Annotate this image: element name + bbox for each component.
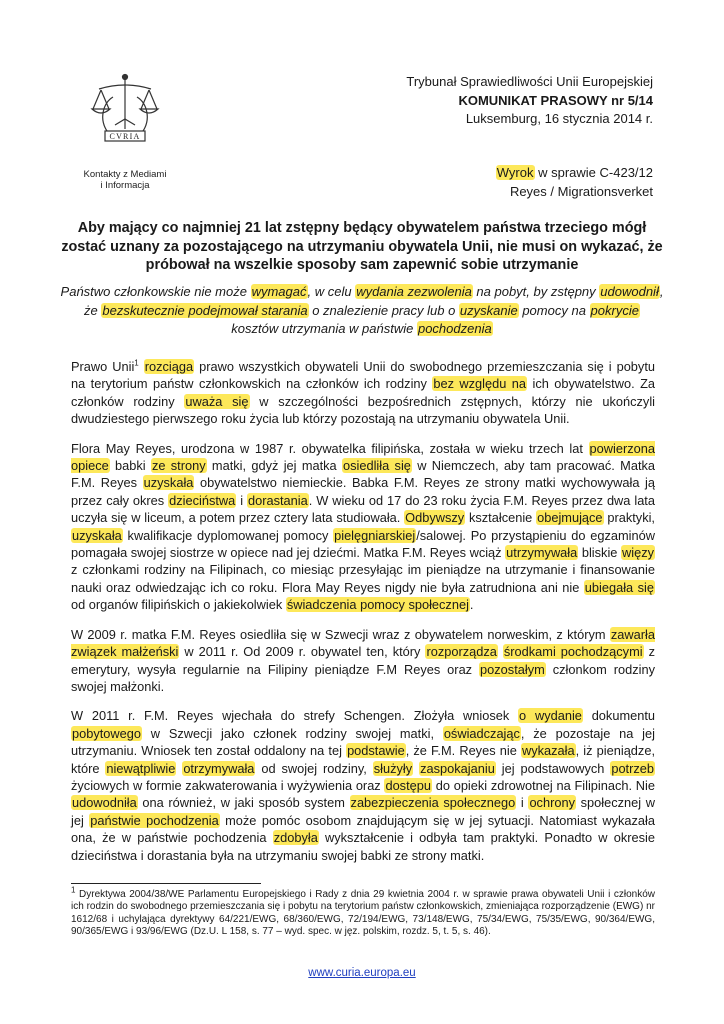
text-run: kosztów utrzymania w państwie xyxy=(231,321,417,336)
highlighted-phrase: zabezpieczenia społecznego xyxy=(350,795,516,811)
subheadline xyxy=(60,283,664,339)
case-judgment-word: Wyrok xyxy=(496,165,534,180)
headline: Aby mający co najmniej 21 lat zstępny będący obywatelem państwa trzeciego mógł zostać uznany za pozostającego na utrzymaniu obywatela Unii, nie musi on wykazać, że próbował na wszelkie sposoby sam zapewnić sobie utrzymanie xyxy=(61,220,663,273)
highlighted-phrase: środkami pochodzącymi xyxy=(503,644,643,660)
curia-website-link[interactable]: www.curia.europa.eu xyxy=(308,967,416,979)
text-run: z emerytury, wysyła regularnie na Filipiny pieniądze F.M Reyes oraz xyxy=(71,644,655,677)
text-run: życiowych w formie zakwaterowania i wyżywienia oraz xyxy=(71,777,385,793)
highlighted-phrase: więzy xyxy=(622,545,654,561)
text-run: ich obywatelstwo. Za członków rodziny xyxy=(71,376,655,409)
masthead xyxy=(406,73,653,129)
text-run: , że F.M. Reyes nie xyxy=(405,743,521,759)
court-name: Trybunał Sprawiedliwości Unii Europejskiej xyxy=(406,74,653,89)
highlighted-phrase: ochrony xyxy=(529,795,575,811)
highlighted-phrase: uzyskała xyxy=(143,475,194,491)
highlighted-phrase: utrzymywała xyxy=(506,545,578,561)
highlighted-phrase: wymagać xyxy=(251,284,307,299)
text-run: w 2011 r. Od 2009 r. obywatel ten, który xyxy=(179,644,426,660)
text-run: w Niemczech, aby tam pracować. Matka F.M. Reyes xyxy=(71,458,656,491)
text-run: o znalezienie pracy lub o xyxy=(308,302,459,318)
text-run: Flora May Reyes, urodzona w 1987 r. obywatelka filipińska, została w wieku trzech lat xyxy=(71,440,589,456)
case-reference xyxy=(496,164,653,201)
text-run: Prawo Unii xyxy=(71,359,135,374)
logo-caption-line2: i Informacja xyxy=(100,180,150,191)
highlighted-phrase: ze strony xyxy=(151,458,206,474)
highlighted-phrase: państwie pochodzenia xyxy=(90,812,219,828)
highlighted-phrase: pochodzenia xyxy=(417,321,492,336)
highlighted-phrase: obejmujące xyxy=(537,510,603,526)
text-run: Państwo członkowskie nie może xyxy=(60,284,251,299)
highlighted-phrase: pozostałym xyxy=(480,661,545,677)
text-run: W 2009 r. matka F.M. Reyes osiedliła się w Szwecji wraz z obywatelem norweskim, z którym xyxy=(71,626,610,642)
text-run: jej podstawowych xyxy=(495,760,611,776)
highlighted-phrase: dzieciństwa xyxy=(169,492,236,508)
highlighted-phrase: dorastania xyxy=(247,492,308,508)
highlighted-phrase: udowodnił xyxy=(600,284,659,299)
highlighted-phrase: wydania zezwolenia xyxy=(356,284,472,299)
text-run: ona również, w jaki sposób system xyxy=(137,795,350,811)
highlighted-phrase: służyły xyxy=(373,760,413,776)
text-run: /salowej. Po przystąpieniu do egzaminów pomagała swojej siostrze w opiece nad jej dziećmi. Matka F.M. Reyes wciąż xyxy=(71,527,655,561)
text-run: na pobyt, by zstępny xyxy=(472,284,600,299)
highlighted-phrase: uważa się xyxy=(185,393,249,409)
highlighted-phrase: ubiegała się xyxy=(584,579,654,595)
highlighted-phrase: podstawie xyxy=(347,743,405,759)
highlighted-phrase: rozporządza xyxy=(426,644,497,660)
highlighted-phrase: potrzeb xyxy=(611,760,655,776)
text-run: , w celu xyxy=(307,284,356,299)
text-run: wykształcenie i odbyła tam praktyki. Ponadto w okresie dzieciństwa i dorastania była na utrzymaniu swojej babki ze strony matki. xyxy=(71,830,655,863)
body-text xyxy=(71,358,655,876)
text-run: od organów filipińskich o jakiekolwiek xyxy=(71,597,286,613)
text-run: kwalifikacje dyplomowanej pomocy xyxy=(122,527,334,543)
highlighted-phrase: zawarła związek małżeński xyxy=(71,626,655,660)
highlighted-phrase: oświadczając xyxy=(443,725,520,741)
text-run: , iż pieniądze, które xyxy=(71,743,655,776)
case-number: w sprawie C-423/12 xyxy=(534,165,653,180)
text-run: . W wieku od 17 do 23 roku życia F.M. Reyes przez dwa lata uczyła się w liceum, a potem przez cztery lata studiowała. xyxy=(71,492,655,526)
highlighted-phrase: uzyskanie xyxy=(459,302,518,318)
highlighted-phrase: powierzona opiece xyxy=(71,440,655,474)
highlighted-phrase: zaspokajaniu xyxy=(420,760,495,776)
scales-of-justice-icon xyxy=(89,73,161,155)
text-run: społecznej w jej xyxy=(71,795,655,828)
footnote-divider xyxy=(71,883,261,884)
text-run: babki xyxy=(109,458,151,474)
curia-logo xyxy=(83,73,167,191)
highlighted-phrase: niewątpliwie xyxy=(106,760,176,776)
highlighted-phrase: Odbywszy xyxy=(405,510,465,526)
text-run: obywatelstwo niemieckie. Babka F.M. Reyes ze strony matki wychowywała ją przez cały okres xyxy=(71,475,655,508)
text-run: . xyxy=(469,597,474,613)
highlighted-phrase: pielęgniarskiej xyxy=(334,527,416,543)
highlighted-phrase: pobytowego xyxy=(72,725,142,741)
text-run: z członkami rodziny na Filipinach, co miesiąc przesyłając im pieniądze na utrzymanie i finansowanie nauki oraz odwiedzając ich co roku. Flora May Reyes nigdy nie była zatrudniona ani nie xyxy=(71,562,655,595)
text-run xyxy=(139,359,144,374)
highlighted-phrase: bezskutecznie podejmował starania xyxy=(102,302,308,318)
highlighted-phrase: zdobyła xyxy=(273,830,318,846)
paragraph-3 xyxy=(71,626,655,696)
text-run: prawo wszystkich obywateli Unii do swobodnego przemieszczania się i pobytu na terytorium państw członkowskich na członków ich rodziny xyxy=(71,359,656,392)
text-run: i xyxy=(516,795,529,811)
text-run: w Szwecji jako członek rodziny swojej matki, xyxy=(142,725,443,741)
text-run: W 2011 r. F.M. Reyes wjechała do strefy Schengen. Złożyła wniosek xyxy=(71,708,519,724)
text-run: , że pozostaje na jej utrzymaniu. Wniosek ten został oddalony na tej xyxy=(71,725,655,759)
place-date: Luksemburg, 16 stycznia 2014 r. xyxy=(465,111,653,126)
text-run: bliskie xyxy=(578,545,621,561)
footnote-ref: 1 xyxy=(134,358,139,368)
text-run: , że xyxy=(84,284,664,318)
highlighted-phrase: bez względu na xyxy=(433,376,527,392)
highlighted-phrase: dostępu xyxy=(385,777,431,793)
logo-caption-line1: Kontakty z Mediami xyxy=(83,169,167,180)
highlighted-phrase: rozciąga xyxy=(144,359,194,374)
footnote-text: Dyrektywa 2004/38/WE Parlamentu Europejskiego i Rady z dnia 29 kwietnia 2004 r. w sprawie prawa obywateli Unii i członków ich rodzin do swobodnego przemieszczania się i pobytu na terytorium państw członkowskich, zmieniająca rozporządzenie (EWG) nr 1612/68 i uchylająca dyrektywy 64/221/EWG, 68/360/EWG, 72/194/EWG, 73/148/EWG, 75/34/EWG, 75/35/EWG, 90/364/EWG, 90/365/EWG i 93/96/EWG (Dz.U. L 158, s. 77 – wyd. spec. w jęz. polskim, rozdz. 5, t. 5, s. 46). xyxy=(71,889,655,937)
highlighted-phrase: osiedliła się xyxy=(343,458,411,474)
footnote xyxy=(71,885,655,938)
text-run: dokumentu xyxy=(582,708,656,724)
logo-wordmark: CVRIA xyxy=(109,132,141,141)
highlighted-phrase: o wydanie xyxy=(519,708,582,724)
footnote-number: 1 xyxy=(71,885,76,895)
text-run: do opieki zdrowotnej na Filipinach. Nie xyxy=(432,777,655,793)
paragraph-4 xyxy=(71,707,655,864)
paragraph-1 xyxy=(71,358,655,428)
text-run: może pomóc osobom znajdującym się w jej sytuacji. Natomiast wykazała ona, że w państwie pochodzenia xyxy=(71,812,656,846)
paragraph-2 xyxy=(71,440,655,614)
highlighted-phrase: otrzymywała xyxy=(183,760,255,776)
highlighted-phrase: pokrycie xyxy=(590,302,639,318)
case-parties: Reyes / Migrationsverket xyxy=(509,183,653,199)
highlighted-phrase: udowodniła xyxy=(72,795,137,811)
text-run: i xyxy=(236,492,247,508)
text-run: kształcenie xyxy=(465,510,537,526)
text-run: od swojej rodziny, xyxy=(255,760,373,776)
text-run: członkom rodziny swojej małżonki. xyxy=(71,661,655,694)
text-run: w szczególności bezpośrednich zstępnych, którzy nie ukończyli dwudziestego pierwszego roku życia lub którzy pozostają na utrzymaniu obywatela Unii. xyxy=(71,393,656,427)
logo-caption xyxy=(71,169,179,191)
text-run: praktyki, xyxy=(603,510,655,526)
highlighted-phrase: wykazała xyxy=(521,743,575,759)
text-run: matki, gdyż jej matka xyxy=(206,458,342,474)
text-run: pomocy na xyxy=(518,302,590,318)
press-release-number: KOMUNIKAT PRASOWY nr 5/14 xyxy=(458,92,653,108)
highlighted-phrase: świadczenia pomocy społecznej xyxy=(286,597,469,613)
highlighted-phrase: uzyskała xyxy=(72,527,122,543)
